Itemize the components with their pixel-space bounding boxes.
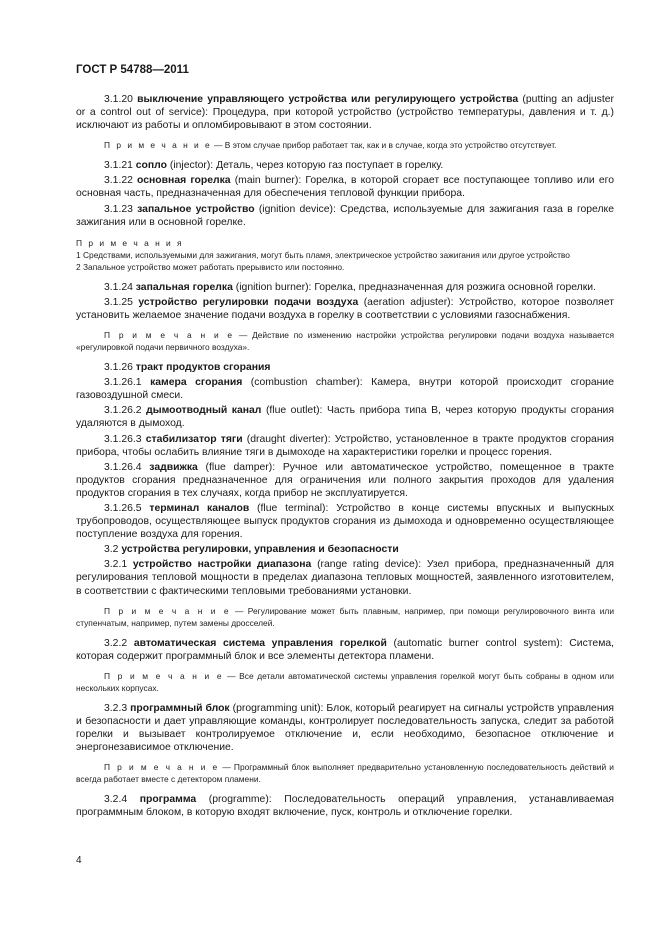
clause-3-1-25: 3.1.25 устройство регулировки подачи воздуха (aeration adjuster): Устройство, которое позволяет установить желаемое значение подачи воздуха в горелку в соответствии с условиями газоснабжения. (76, 296, 614, 321)
term: устройство регулировки подачи воздуха (138, 296, 359, 308)
document-header: ГОСТ Р 54788—2011 (76, 64, 189, 76)
clause-3-2: 3.2 устройства регулировки, управления и безопасности (104, 544, 399, 556)
term: программный блок (130, 702, 230, 714)
note-item: 2 Запальное устройство может работать прерывисто или постоянно. (76, 261, 345, 272)
clause-3-1-24: 3.1.24 запальная горелка (ignition burner): Горелка, предназначенная для розжига основной горелки. (104, 281, 596, 293)
notes-3-1-23 (76, 237, 614, 273)
notes-heading: П р и м е ч а н и я (76, 237, 184, 248)
note-3-2-2: П р и м е ч а н и е — Все детали автоматической системы управления горелкой могут быть собраны в одном или нескольких корпусах. (76, 670, 614, 693)
term: автоматическая система управления горелкой (133, 637, 387, 649)
clause-3-1-26: 3.1.26 тракт продуктов сгорания (104, 362, 271, 374)
term: тракт продуктов сгорания (135, 362, 271, 374)
term: устройства регулировки, управления и безопасности (121, 544, 399, 556)
clause-3-2-4: 3.2.4 программа (programme): Последовательность операций управления, устанавливаемая программным блоком, в которую входят включение, пуск, контроль и отключение горелки. (76, 794, 615, 819)
term: камера сгорания (150, 377, 243, 389)
note-3-2-1: П р и м е ч а н и е — Регулирование может быть плавным, например, при помощи регулировочного винта или ступенчатым, например, путем замены дросселей. (76, 605, 614, 628)
clause-3-2-1: 3.2.1 устройство настройки диапазона (range rating device): Узел прибора, предназначенный для регулирования тепловой мощности в пределах диапазона тепловых мощностей, заявленного изготовителем, в соответствии с фактическими тепловыми требованиями установки. (76, 559, 615, 597)
clause-3-1-23: 3.1.23 запальное устройство (ignition device): Средства, используемые для зажигания газа в горелке зажигания или в основной горелке. (76, 203, 615, 228)
clause-3-1-26-5: 3.1.26.5 терминал каналов (flue terminal): Устройство в конце системы впускных и выпускных трубопроводов, осуществляющее выпуск продуктов сгорания из дымохода и одновременно осуществляющее поступление воздуха для горения. (76, 502, 614, 541)
clause-3-1-26-4: 3.1.26.4 задвижка (flue damper): Ручное или автоматическое устройство, помещенное в тракте продуктов сгорания предназначенное для ограничения или полного закрытия проходов для удаления продуктов сгорания в тех случаях, когда прибор не эксплуатируется. (76, 461, 614, 499)
note-3-1-25: П р и м е ч а н и е — Действие по изменению настройки устройства регулировки подачи воздуха называется «регулировкой подачи первичного воздуха». (76, 330, 614, 353)
clause-3-1-26-2: 3.1.26.2 дымоотводный канал (flue outlet): Часть прибора типа В, через которую продукты сгорания удаляются в дымоход. (76, 405, 614, 430)
clause-3-1-20: 3.1.20 выключение управляющего устройства или регулирующего устройства (putting an adjuster or a control out of service): Процедура, при которой устройство (устройство температуры, давления и т. д.) исключают из работы и опломбировывают в этом состоянии. (76, 94, 615, 132)
clause-3-1-21: 3.1.21 сопло (injector): Деталь, через которую газ поступает в горелку. (104, 160, 444, 172)
clause-3-1-26-3: 3.1.26.3 стабилизатор тяги (draught diverter): Устройство, установленное в тракте продуктов сгорания прибора, чтобы ослабить влияние тяги в дымоходе на характеристики горелки и процесс горения. (76, 433, 614, 458)
clause-3-1-22: 3.1.22 основная горелка (main burner): Горелка, в которой сгорает все поступающее топливо или его основная часть, предназначенная для обеспечения тепловой функции прибора. (76, 175, 614, 200)
clause-3-2-2: 3.2.2 автоматическая система управления горелкой (automatic burner control system): Система, которая содержит программный блок и все элементы детектора пламени. (76, 637, 615, 662)
term: программа (139, 794, 197, 806)
term: терминал каналов (149, 502, 250, 514)
term: задвижка (149, 461, 198, 473)
term: запальное устройство (137, 203, 255, 215)
term: стабилизатор тяги (145, 433, 243, 445)
document-body (76, 93, 614, 821)
note-item: 1 Средствами, используемыми для зажигания, могут быть пламя, электрическое устройство зажигания или другое устройство (76, 249, 570, 260)
page-number: 4 (76, 855, 82, 866)
term: сопло (135, 160, 167, 172)
clause-3-1-26-1: 3.1.26.1 камера сгорания (combustion chamber): Камера, внутри которой происходит сгорание газовоздушной смеси. (76, 377, 614, 402)
term: основная горелка (137, 175, 231, 187)
term: дымоотводный канал (146, 405, 262, 417)
term: выключение управляющего устройства или регулирующего устройства (137, 94, 519, 105)
clause-3-2-3: 3.2.3 программный блок (programming unit): Блок, который реагирует на сигналы устройств управления и безопасности и дает управляющие команды, контролирует последовательность запуска, следит за работой горелки и вызывает контролируемое отключение и, если необходимо, безопасное отключение и энергонезависимое отключение. (76, 702, 615, 754)
term: запальная горелка (135, 281, 233, 293)
note-3-2-3: П р и м е ч а н и е — Программный блок выполняет предварительно установленную последовательность действий и всегда работает вместе с детектором пламени. (76, 762, 614, 785)
term: устройство настройки диапазона (132, 559, 312, 571)
note-3-1-20: П р и м е ч а н и е — В этом случае прибор работает так, как и в случае, когда это устройство отсутствует. (104, 140, 557, 151)
